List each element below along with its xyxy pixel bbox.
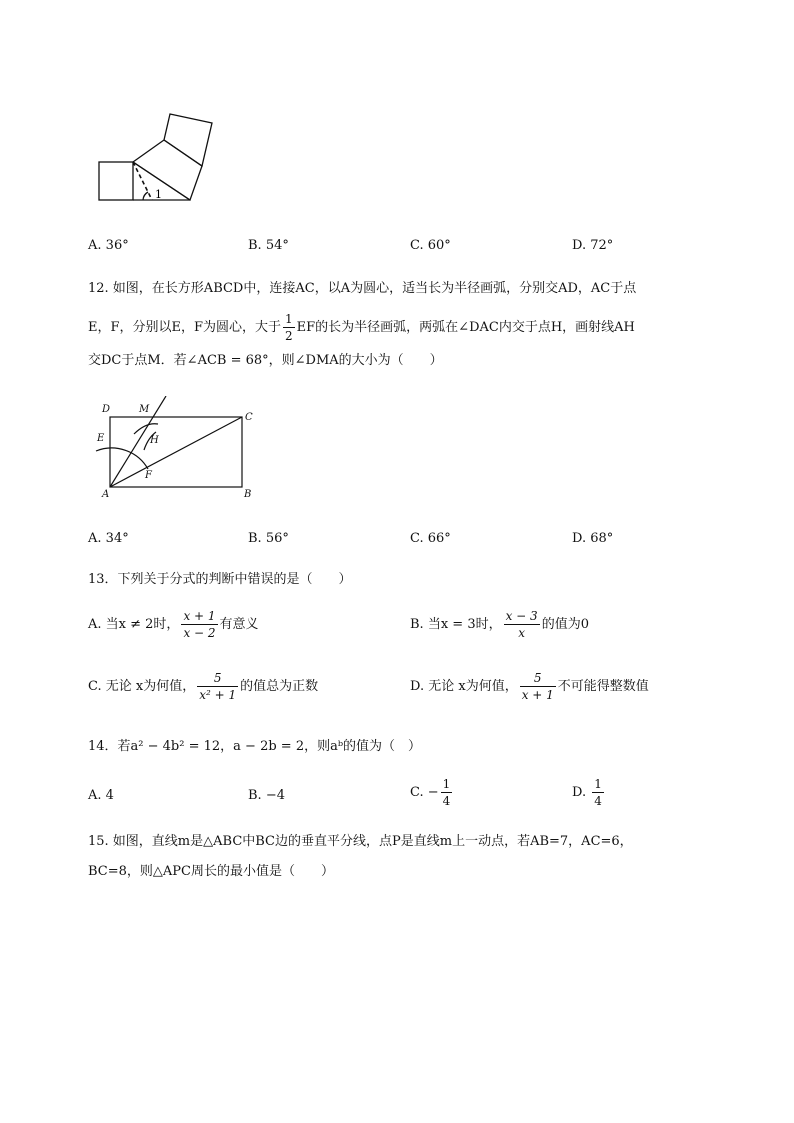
- q11-middle-square: [133, 140, 202, 200]
- q11-option-b[interactable]: B. 54°: [248, 238, 289, 253]
- q11-option-c[interactable]: C. 60°: [410, 238, 451, 253]
- q12-arc-ef: [96, 448, 148, 469]
- q12-option-d[interactable]: D. 68°: [572, 531, 614, 546]
- q12-stem-line2: E，F，分别以E，F为圆心，大于 $\frac{1}{2}$ EF的长为半径画弧，两弧在∠DAC内交于点H，画射线AH: [88, 312, 635, 343]
- q12-label-e: E: [97, 433, 105, 444]
- q12-label-f: F: [145, 470, 152, 481]
- q12-label-b: B: [244, 489, 252, 500]
- q12-label-m: M: [139, 404, 150, 415]
- q13-b-fraction: $\frac{x - 3}{x}$: [505, 609, 538, 640]
- q13-option-d[interactable]: D. 无论 x为何值， $\frac{5}{x + 1}$ 不可能得整数值: [410, 671, 649, 702]
- q13-option-b[interactable]: B. 当x = 3时， $\frac{x - 3}{x}$ 的值为0: [410, 609, 589, 640]
- q12-label-c: C: [245, 412, 253, 423]
- q15-stem-line1: 15. 如图，直线m是△ABC中BC边的垂直平分线，点P是直线m上一动点，若AB=7，AC=6，: [88, 834, 633, 849]
- q13-option-a[interactable]: A. 当x ≠ 2时， $\frac{x + 1}{x - 2}$ 有意义: [88, 609, 259, 640]
- q12-label-d: D: [102, 404, 111, 415]
- q14-d-fraction: $\frac{1}{4}$: [594, 777, 602, 808]
- q11-option-a[interactable]: A. 36°: [88, 238, 129, 253]
- q11-angle-arc: [143, 192, 148, 200]
- q14-option-d[interactable]: D. $\frac{1}{4}$: [572, 777, 602, 808]
- q12-figure: [92, 396, 267, 508]
- q15-stem-line2: BC=8，则△APC周长的最小值是（ ）: [88, 864, 334, 879]
- q13-d-fraction: $\frac{5}{x + 1}$: [521, 671, 554, 702]
- q12-label-h: H: [150, 435, 159, 446]
- q13-c-fraction: $\frac{5}{\text{x² + 1}}$: [199, 671, 237, 702]
- q13-a-fraction: $\frac{x + 1}{x - 2}$: [183, 609, 216, 640]
- q11-figure: [95, 110, 220, 205]
- q11-left-square: [99, 162, 133, 200]
- q12-stem-line3: 交DC于点M．若∠ACB = 68°，则∠DMA的大小为（ ）: [88, 353, 443, 368]
- q12-label-a: A: [102, 489, 110, 500]
- q12-option-c[interactable]: C. 66°: [410, 531, 451, 546]
- q12-option-a[interactable]: A. 34°: [88, 531, 129, 546]
- q14-option-a[interactable]: A. 4: [88, 788, 114, 803]
- q14-stem: 14．若a² − 4b² = 12，a − 2b = 2，则aᵇ的值为（ ）: [88, 739, 422, 754]
- q12-stem-line1: 12. 如图，在长方形ABCD中，连接AC，以A为圆心，适当长为半径画弧，分别交AD，AC于点: [88, 281, 637, 296]
- q13-option-c[interactable]: C. 无论 x为何值， $\frac{5}{\text{x² + 1}}$ 的值总为正数: [88, 671, 319, 702]
- q13-stem: 13．下列关于分式的判断中错误的是（ ）: [88, 572, 352, 587]
- q12-half-fraction: $\frac{1}{2}$: [285, 312, 293, 343]
- q11-angle-label: 1: [155, 188, 162, 201]
- q14-option-b[interactable]: B. −4: [248, 788, 285, 803]
- q14-option-c[interactable]: C. − $\frac{1}{4}$: [410, 777, 451, 808]
- q14-c-fraction: $\frac{1}{4}$: [442, 777, 451, 808]
- q11-option-d[interactable]: D. 72°: [572, 238, 614, 253]
- q12-option-b[interactable]: B. 56°: [248, 531, 289, 546]
- q11-top-square: [164, 114, 212, 166]
